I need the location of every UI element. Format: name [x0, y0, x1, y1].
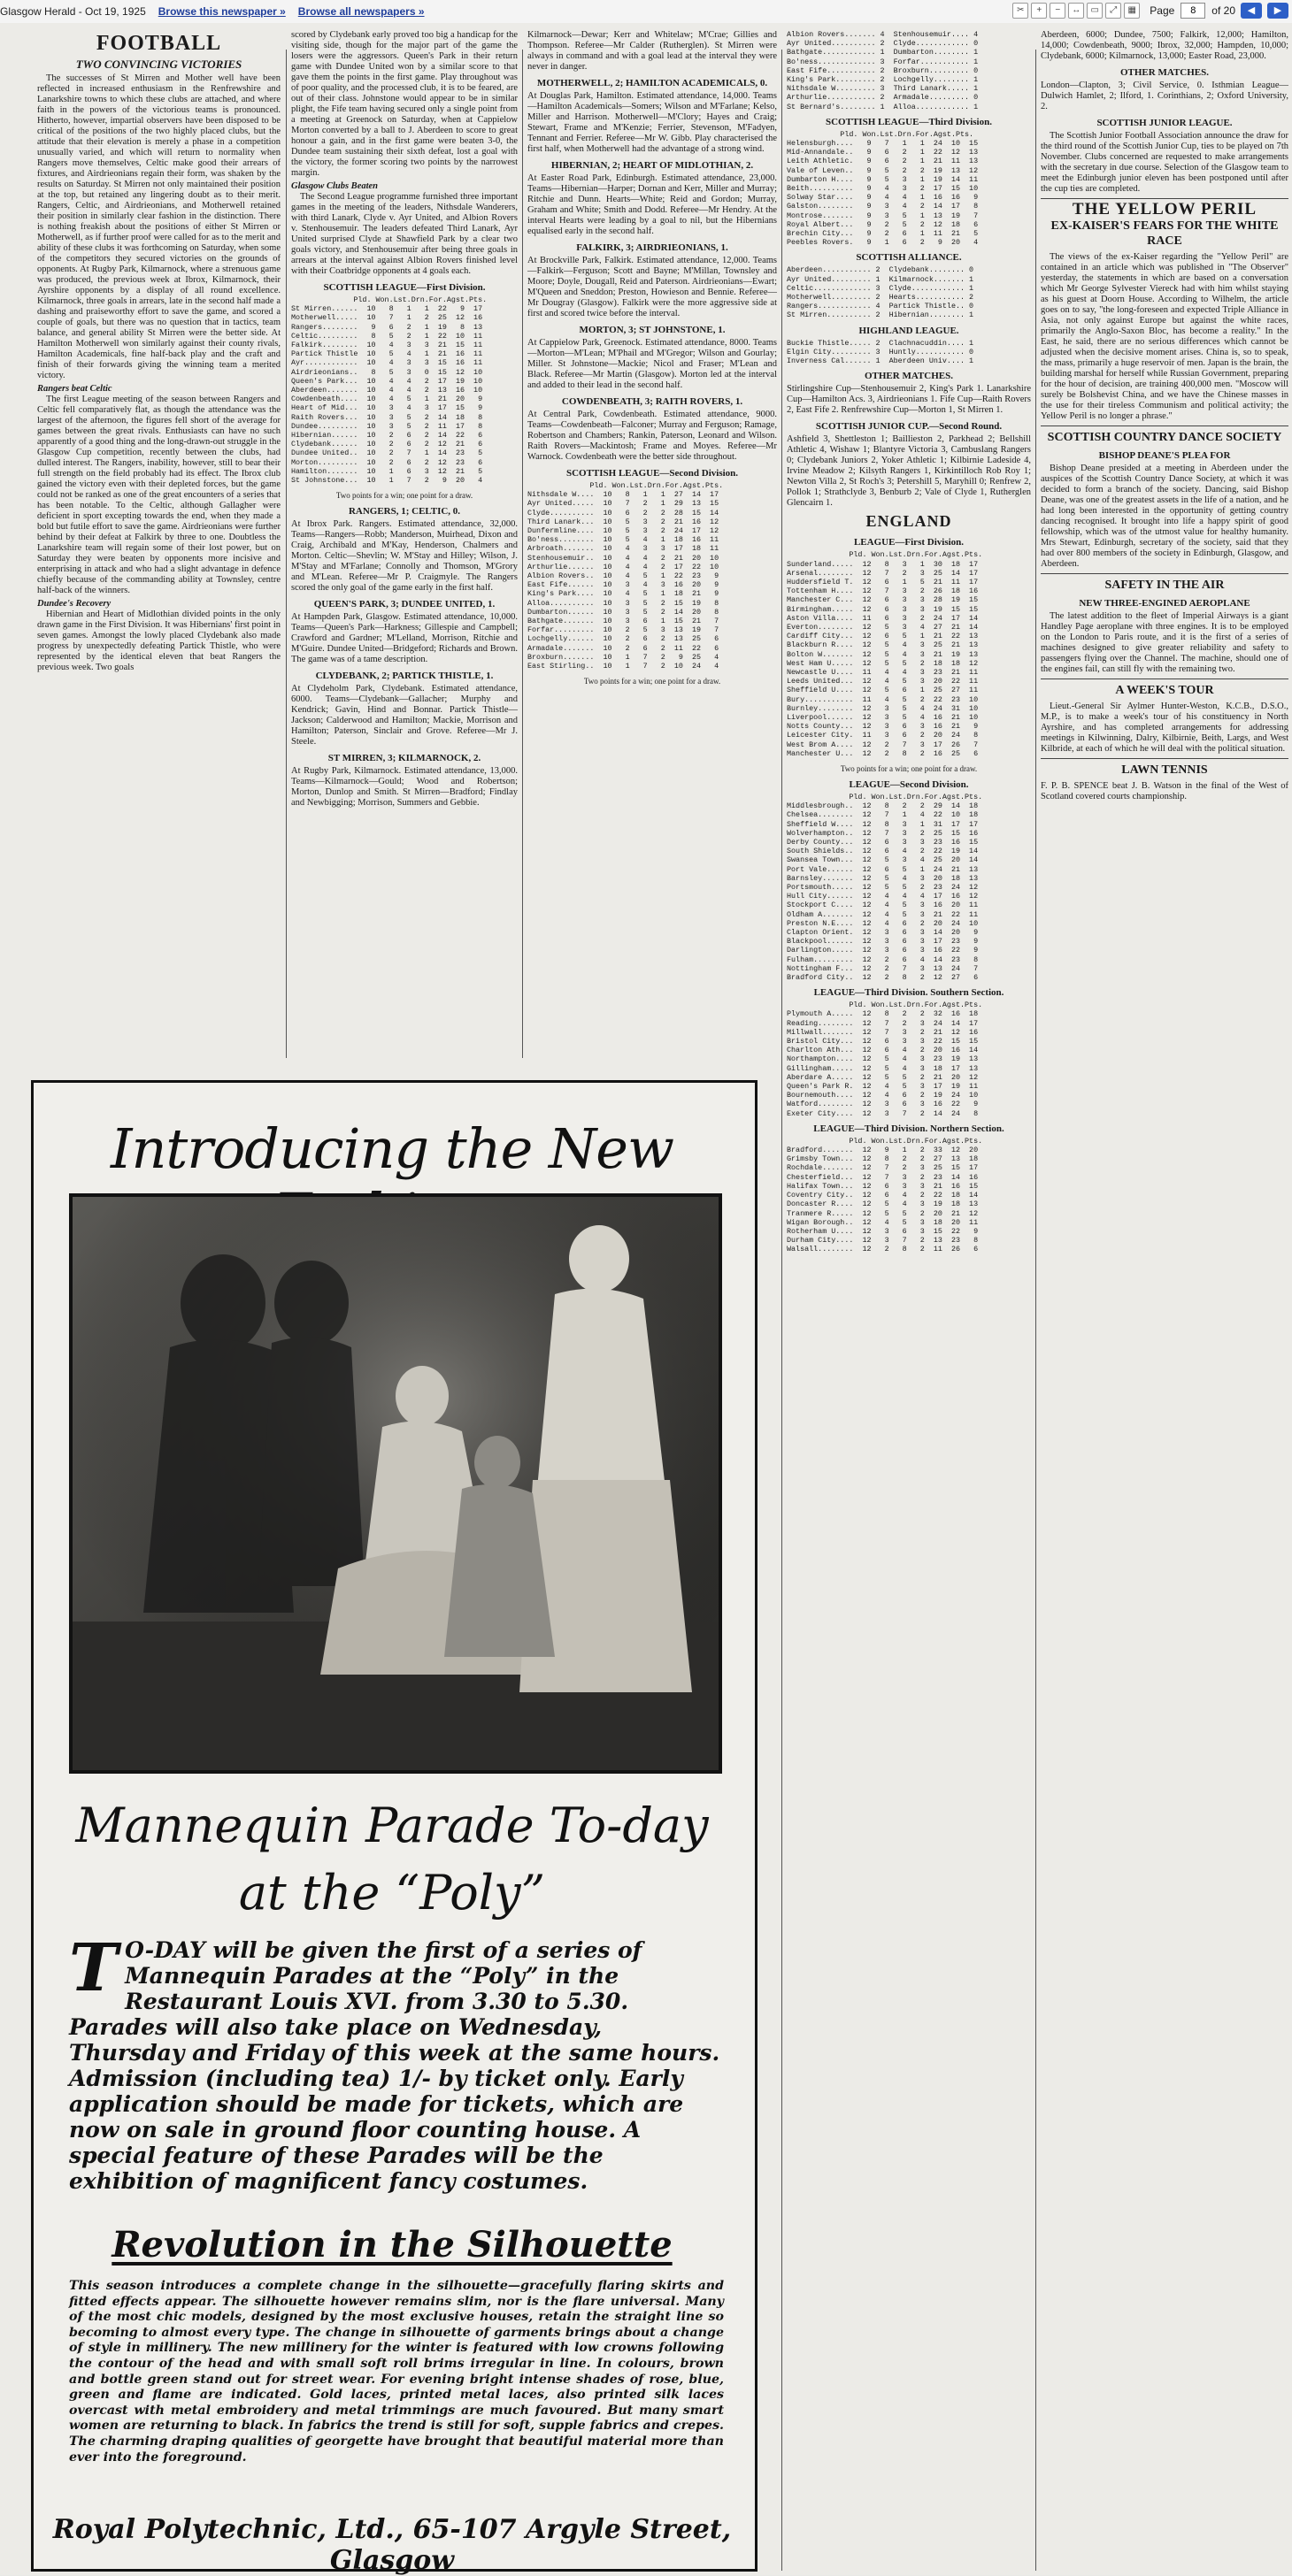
parade-location: at the “Poly”: [238, 1865, 546, 1920]
match-report: At Douglas Park, Hamilton. Estimated attendance, 14,000. Teams—Hamilton Academicals—Somers; Wilson and M'Farlane; Kelso, Miller and Harrison. Motherwell—M'Clory; Hayes and Craig; Stewart, Frame and M'Kenzie; Ferrier, Stevenson, M'Fadyen, Tennant and Ferrier. Referee—Mr W. Gibb. Play characterised the first half, when Motherwell had the advantage of a strong wind.: [527, 91, 777, 154]
divider: [1041, 678, 1288, 679]
alliance-results: Aberdeen........... 2 Clydebank........ 0 Ayr United......... 1 Kilmarnock....... 1 Celtic............. 3 Clyde............ 1 Motherwell......... 2 Hearts........... 2 Rangers............ 4 Partick Thistle.. 0 St Mirren.......... 2 Hibernian........ 1: [787, 265, 974, 320]
prev-page-button[interactable]: ◀: [1241, 3, 1262, 19]
parade-announcement: [69, 1930, 724, 2194]
next-page-button[interactable]: ▶: [1267, 3, 1288, 19]
football-subheading: TWO CONVINCING VICTORIES: [75, 58, 242, 71]
dance-society-heading: SCOTTISH COUNTRY DANCE SOCIETY: [1047, 431, 1282, 444]
table-note: Two points for a win; one point for a draw.: [583, 677, 721, 686]
divider: [1041, 573, 1288, 574]
match-heading: MOTHERWELL, 2; HAMILTON ACADEMICALS, 0.: [536, 78, 768, 88]
zoom-out-icon[interactable]: −: [1050, 3, 1065, 19]
match-heading: CLYDEBANK, 2; PARTICK THISTLE, 1.: [315, 671, 494, 682]
article-paragraph: The successes of St Mirren and Mother well have been reflected in increased enthusiasm in the Renfrewshire and Lanarkshire towns to which these clubs are attached, and where faith in the powers of the victorious teams is pronounced. Hitherto, however, impartial observers have been disposed to be critical of the positions of the two highly placed clubs, but the attitude that their elevation is merely a phase in a competition unusually varied, and which will return to normality when Rangers move themselves, Celtic make good their arrears of fixtures, and Airdrieonians regain their form, was shaken by the results on Saturday. St Mirren not only maintained their position at the top, but retained any lingering doubt as to their merit. Rangers, Celtic, and Airdrieonians, and Motherwell retained their position in similarly clear fashion in the distinction. There is nothing freakish about the positions of either St Mirren or Motherwell, as if further proof were called for as to the merit and ability of these clubs it was forthcoming on Saturday, when some of the competitors they secured victories on the grounds of opponents. At Rugby Park, Kilmarnock, where a strenuous game was produced, the previous week at Ibrox, Kilmarnock, their Ayrshire opponents by a display of all round excellence. Kilmarnock, three goals in arrears, late in the second half made a dashing and praiseworthy effort to save the game, and scored a couple of goals, but there was no question that in tactics, team balance, and general ability St Mirren were the better side. At Hamilton Motherwell won similarly against their county rivals, Hamilton Academicals, fine half-back play and the craft and finish of their forwards giving the winning team a merited victory.: [37, 73, 281, 380]
match-report: At Cappielow Park, Greenock. Estimated attendance, 8000. Teams—Morton—M'Lean; M'Phail and M'Gregor; Wilson and Gourlay; Miller. St Johnstone—Mackie; Nicol and Fraser; M'Lean and Black. Referee—Mr Martin (Glasgow). Morton led at the interval and added to their lead in the second half.: [527, 338, 777, 390]
match-heading: COWDENBEATH, 3; RAITH ROVERS, 1.: [561, 396, 743, 407]
article-paragraph: The Second League programme furnished three important games in the meeting of the leaders, Nithsdale Wanderers, with third Lanark, Clyde v. Ayr United, and Albion Rovers v. Stenhousemuir. The leaders defeated Third Lanark, Ayr United surprised Clyde at Shawfield Park by a clear two goals victory, and Stenhousemuir after being three goals in arrears at the interval against Albion Rovers finished level with their Coatbridge opponents at 4 goals each.: [291, 192, 518, 276]
match-report: At Rugby Park, Kilmarnock. Estimated attendance, 13,000. Teams—Kilmarnock—Gould; Wood and Robertson; Morton, Dunlop and Smith. St Mirren—Bradford; Findlay and Newbigging; Morrison, Summers and Gebbie.: [291, 766, 518, 809]
viewer-toolbar: [0, 0, 1292, 24]
football-column: [37, 30, 281, 1047]
week-tour-heading: A WEEK'S TOUR: [1115, 684, 1214, 697]
silhouette-heading: Revolution in the Silhouette: [112, 2224, 673, 2266]
snippet-icon[interactable]: ✂: [1012, 3, 1028, 19]
first-division-table: Pld. Won.Lst.Drn.For.Agst.Pts. St Mirren...... 10 8 1 1 22 9 17 Motherwell..... 10 7 1 2 25 12 16 Rangers........ 9 6 2 1 19 8 13 Celtic......... 8 5 2 1 22 10 11 Falkirk........ 10 4 3 3 21 15 11 Partick Thistle 10 5 4 1 21 16 11 Ayr............ 10 4 3 3 15 16 11 Airdrieonians.. 8 5 3 0 15 12 10 Queen's Park... 10 4 4 2 17 19 10 Aberdeen....... 10 4 4 2 13 16 10 Cowdenbeath.... 10 4 5 1 21 20 9 Heart of Mid... 10 3 4 3 17 15 9 Raith Rovers... 10 3 5 2 14 18 8 Dundee......... 10 3 5 2 11 17 8 Hibernian...... 10 2 6 2 14 22 6 Clydebank...... 10 2 6 2 12 21 6 Dundee United.. 10 2 7 1 14 23 5 Morton......... 10 2 6 2 12 23 6 Hamilton....... 10 1 6 3 12 21 5 St Johnstone... 10 1 7 2 9 20 4: [291, 295, 488, 486]
divider: [1041, 758, 1288, 759]
column-rule: [781, 50, 782, 2571]
fashion-photo-image: [73, 1197, 719, 1770]
match-report: At Central Park, Cowdenbeath. Estimated attendance, 9000. Teams—Cowdenbeath—Falconer; Murray and Ferguson; Ramage, Robertson and Chambers; Rankin, Paterson, Leonard and Wilson. Raith Rovers—Mackintosh; Frame and Moyes. Referee—Mr Warnock. Cowdenbeath were the better side throughout.: [527, 410, 777, 462]
newspaper-page[interactable]: [0, 23, 1292, 2575]
other-matches: London—Clapton, 3; Civil Service, 0. Isthmian League—Dulwich Hamlet, 2; Ilford, 1. Corinthians, 2; Oxford University, 2.: [1041, 80, 1288, 111]
football-column-3: [527, 30, 777, 1047]
highland-results: Buckie Thistle..... 2 Clachnacuddin.... 1 Elgin City......... 3 Huntly........... 0 Inverness Cal...... 1 Aberdeen Univ.... 1: [787, 338, 974, 366]
ad-title: Introducing the New: [110, 1116, 674, 1181]
english-first-division-table: Pld. Won.Lst.Drn.For.Agst.Pts. Sunderland..... 12 8 3 1 30 18 17 Arsenal........ 12 7 2 3 25 14 17 Huddersfield T. 12 6 1 5 21 11 17 Tottenham H.... 12 7 3 2 26 18 16 Manchester C... 12 6 3 3 28 19 15 Birmingham..... 12 6 3 3 19 15 15 Aston Villa.... 11 6 3 2 24 17 14 Everton........ 12 5 3 4 27 21 14 Cardiff City... 12 6 5 1 21 22 13 Blackburn R.... 12 5 4 3 25 21 13 Bolton W....... 12 5 4 3 21 19 13 West Ham U..... 12 5 5 2 18 18 12 Newcastle U.... 11 4 4 3 23 21 11 Leeds United... 12 4 5 3 20 22 11 Sheffield U.... 12 5 6 1 25 27 11 Bury........... 11 4 5 2 22 23 10 Burnley........ 12 3 5 4 24 31 10 Liverpool...... 12 3 5 4 16 21 10 Notts County... 12 3 6 3 16 21 9 Leicester City. 11 3 6 2 20 24 8 West Brom A.... 12 2 7 3 17 26 7 Manchester U... 12 2 8 2 16 25 6: [787, 550, 983, 758]
league-table-title: LEAGUE—First Division.: [853, 537, 965, 548]
second-division-table: Pld. Won.Lst.Drn.For.Agst.Pts. Nithsdale W.... 10 8 1 1 27 14 17 Ayr United..... 10 7 2 1 29 13 15 Clyde.......... 10 6 2 2 28 15 14 Third Lanark... 10 5 3 2 21 16 12 Dunfermline.... 10 5 3 2 24 17 12 Bo'ness........ 10 5 4 1 18 16 11 Arbroath....... 10 4 3 3 17 18 11 Stenhousemuir.. 10 4 4 2 21 20 10 Arthurlie...... 10 4 4 2 17 22 10 Albion Rovers.. 10 4 5 1 22 23 9 East Fife...... 10 3 4 3 16 20 9 King's Park.... 10 4 5 1 18 21 9 Alloa.......... 10 3 5 2 15 19 8 Dumbarton...... 10 3 5 2 14 20 8 Bathgate....... 10 3 6 1 15 21 7 Forfar......... 10 2 5 3 13 19 7 Lochgelly...... 10 2 6 2 13 25 6 Armadale....... 10 2 6 2 11 22 6 Broxburn....... 10 1 7 2 9 25 4 East Stirling.. 10 1 7 2 10 24 4: [527, 481, 724, 671]
league-table-title: LEAGUE—Third Division. Southern Section.: [813, 987, 1004, 999]
fashion-advertisement: [31, 1080, 758, 2576]
league-table-title: SCOTTISH LEAGUE—Third Division.: [826, 116, 992, 127]
article-paragraph: The first League meeting of the season between Rangers and Celtic fell comparatively flat, as though the attendance was the largest of the afternoon, the figures fell short of the average for games between the great rivals. Enthusiasts can have no such apparently of a good thing and the long-drawn-out struggle in the Glasgow Cup competition, recently between the clubs, had dulled interest. The Rangers, inability, however, still to bear their full strength on the field probably had its effect. The Ibrox club gained the victory even with their depleted forces, but the game could not be ranked as one of the great encounters of a series that has been notable. To the Celtic, although Gallagher were deficient in sport excepting towards the end, when they made a bold but futile effort to save the game. Airdrieonians were further behind by their defeat at Falkirk by three to one. Doubtless the Lanarkshire team will regain some of their lost power, but on Saturday they were beaten by opponents more incisive and enterprising in attack and who had a slight advantage in defence chiefly because of the commanding ability at Townsley, centre half-back of the winners.: [37, 395, 281, 595]
fit-width-icon[interactable]: ↔: [1068, 3, 1084, 19]
match-report: At Ibrox Park. Rangers. Estimated attendance, 32,000. Teams—Rangers—Robb; Manderson, Muirhead, Dixon and Craig, Archibald and M'Kay, Henderson, Chalmers and Morton. Celtic—Shevlin; W. M'Stay and Hilley; Wilson, J. M'Stay and M'Farlane; Connolly and Thomson, M'Grory and M'Lean. Referee—Mr P. Craigmyle. The Rangers scored the only goal of the game early in the first half.: [291, 519, 518, 594]
news-column: [1041, 30, 1288, 2551]
match-heading: QUEEN'S PARK, 3; DUNDEE UNITED, 1.: [313, 599, 496, 610]
league-table-title: HIGHLAND LEAGUE.: [858, 325, 959, 336]
junior-cup-results: Ashfield 3, Shettleston 1; Baillieston 2, Parkhead 2; Bellshill Athletic 4, Wishaw 1; Blantyre Victoria 3, Cambuslang Rangers 0; Clydebank Juniors 2, Yoker Athletic 1; Kilbirnie Ladeside 4, Irvine Meadow 2; Kilsyth Rangers 1, Kirkintilloch Rob Roy 1; Newton Villa 2, St Roch's 3; Petershill 5, Maryhill 0; Renfrew 2, Pollok 1; Strathclyde 3, Benburb 2; Vale of Clyde 1, Rutherglen Glencairn 1.: [787, 434, 1031, 509]
drop-cap: T: [69, 1930, 119, 2006]
article-paragraph: F. P. B. SPENCE beat J. B. Watson in the final of the West of Scotland covered courts championship.: [1041, 781, 1288, 801]
football-heading: FOOTBALL: [96, 32, 222, 55]
article-paragraph: scored by Clydebank early proved too big a handicap for the visiting side, though for the major part of the game the losers were the aggressors. Queen's Park in their return game with Dundee United won by a similar score to that gave them the points in the first game. Play throughout was of poor quality, and the processed club, it is to be feared, are out of their class. Johnstone would appear to be in similar plight, the Fife team having secured only a single point from a meeting at Greenock on Saturday, when at Cappielow Morton converted by a ball to J. Aberdeen to score to great honour a gain, and in the first game were beaten 3-0, the Dundee team sustaining their sixth defeat, lost a goal with the victory, the former scoring two points by the narrowest margin.: [291, 30, 518, 178]
english-second-division-table: Pld. Won.Lst.Drn.For.Agst.Pts. Middlesbrough.. 12 8 2 2 29 14 18 Chelsea........ 12 7 1 4 22 10 18 Sheffield W.... 12 8 3 1 31 17 17 Wolverhampton.. 12 7 3 2 25 15 16 Derby County... 12 6 3 3 23 16 15 South Shields.. 12 6 4 2 22 19 14 Swansea Town... 12 5 3 4 25 20 14 Port Vale...... 12 6 5 1 24 21 13 Barnsley....... 12 5 4 3 20 18 13 Portsmouth..... 12 5 5 2 23 24 12 Hull City...... 12 4 4 4 17 16 12 Stockport C.... 12 4 5 3 16 20 11 Oldham A....... 12 4 5 3 21 22 11 Preston N.E.... 12 4 6 2 20 24 10 Clapton Orient. 12 3 6 3 14 20 9 Blackpool...... 12 3 6 3 17 23 9 Darlington..... 12 3 6 3 16 22 9 Fulham......... 12 2 6 4 14 23 8 Nottingham F... 12 2 7 3 13 24 7 Bradford City.. 12 2 8 2 12 27 6: [787, 792, 983, 983]
browse-all-link[interactable]: Browse all newspapers »: [297, 5, 425, 18]
section-heading: OTHER MATCHES.: [864, 371, 954, 382]
page-total: of 20: [1211, 4, 1235, 17]
section-heading: Glasgow Clubs Beaten: [291, 181, 379, 191]
fashion-photograph: [69, 1193, 722, 1774]
section-heading: OTHER MATCHES.: [1119, 67, 1210, 78]
silhouette-copy: This season introduces a complete change in the silhouette—gracefully flaring skirts and fitted effects appear. The silhouette however remains slim, nor is the flare universal. Many of the most chic models, designed by the most exclusive houses, retain the straight line so becoming to almost every type. The change in silhouette of garments brings about a change of style in millinery. The new millinery for the winter is featured with low crowns following the contour of the head and with small soft roll brims irregular in line. In colours, brown and bottle green stand out for street wear. For evening bright intense shades of rose, blue, green and flame are indicated. Gold laces, printed metal laces, also printed silk laces overcast with metal embroidery and metal trimmings are much favoured. But many smart women are returning to black. In fabrics the trend is still for soft, supple fabrics and crepes. The charming draping qualities of georgette have brought that beautiful material more than ever into the foreground.: [69, 2279, 724, 2465]
match-report: Kilmarnock—Dewar; Kerr and Whitelaw; M'Crae; Gillies and Thompson. Referee—Mr Calder (Rutherglen). St Mirren were always in command and with a goal lead at the interval they were never in danger.: [527, 30, 777, 72]
safety-heading: SAFETY IN THE AIR: [1104, 579, 1225, 592]
league-table-title: SCOTTISH ALLIANCE.: [856, 252, 962, 264]
section-heading: Rangers beat Celtic: [37, 384, 112, 394]
safety-subheading: NEW THREE-ENGINED AEROPLANE: [1079, 598, 1250, 609]
other-matches: Stirlingshire Cup—Stenhousemuir 2, King's Park 1. Lanarkshire Cup—Hamilton Acs. 3, Airdrieonians 1. Fife Cup—Raith Rovers 2, East Fife 2. Renfrewshire Cup—Morton 1, St Mirren 1.: [787, 384, 1031, 416]
article-paragraph: The latest addition to the fleet of Imperial Airways is a giant Handley Page aeroplane with three engines. It is to be employed on the London to Paris route, and it is the first of a series of machines designed to give greater reliability and safety to passengers flying over the Channel. The machine, should one of the engines fail, can still fly with the remaining two.: [1041, 611, 1288, 674]
match-heading: RANGERS, 1; CELTIC, 0.: [348, 506, 461, 518]
fit-page-icon[interactable]: ▭: [1087, 3, 1103, 19]
browse-newspaper-link[interactable]: Browse this newspaper »: [158, 5, 286, 18]
third-division-south-table: Pld. Won.Lst.Drn.For.Agst.Pts. Plymouth A..... 12 8 2 2 32 16 18 Reading........ 12 7 2 3 24 14 17 Millwall....... 12 7 3 2 21 12 16 Bristol City... 12 6 3 3 22 15 15 Charlton Ath... 12 6 4 2 20 16 14 Northampton.... 12 5 4 3 23 19 13 Gillingham..... 12 5 4 3 18 17 13 Aberdare A..... 12 5 5 2 21 20 12 Queen's Park R. 12 4 5 3 17 19 11 Bournemouth.... 12 4 6 2 19 24 10 Watford........ 12 3 6 3 16 22 9 Exeter City.... 12 3 7 2 14 24 8: [787, 1000, 983, 1118]
article-paragraph: Hibernian and Heart of Midlothian divided points in the only drawn game in the First Division. It was Hibernians' first point in seven games. Amongst the lowly placed Clydebank also made progress by unexpectedly defeating Partick Thistle, who were represented by the identical eleven that beat Rangers the previous week. Two goals: [37, 610, 281, 672]
newspaper-title: Glasgow Herald - Oct 19, 1925: [0, 5, 146, 18]
section-heading: Dundee's Recovery: [37, 599, 112, 609]
column-rule: [286, 50, 287, 1058]
results-list: Albion Rovers....... 4 Stenhousemuir.... 4 Ayr United.......... 2 Clyde............ 0 Bathgate............ 1 Dumbarton........ 1 Bo'ness............. 3 Forfar........... 1 East Fife........... 2 Broxburn......... 0 King's Park......... 2 Lochgelly........ 1 Nithsdale W......... 3 Third Lanark..... 1 Arthurlie........... 2 Armadale......... 0 St Bernard's........ 1 Alloa............ 1: [787, 30, 979, 111]
match-heading: HIBERNIAN, 2; HEART OF MIDLOTHIAN, 2.: [550, 160, 754, 171]
parade-heading: Mannequin Parade To-day: [75, 1798, 709, 1853]
viewer-tools: [1012, 3, 1288, 19]
zoom-in-icon[interactable]: +: [1031, 3, 1047, 19]
league-table-title: SCOTTISH LEAGUE—Second Division.: [565, 468, 739, 479]
page-label: Page: [1150, 4, 1175, 17]
table-note: Two points for a win; one point for a draw.: [335, 491, 473, 501]
grid-icon[interactable]: ▦: [1124, 3, 1140, 19]
england-heading: ENGLAND: [865, 512, 952, 531]
third-division-north-table: Pld. Won.Lst.Drn.For.Agst.Pts. Bradford....... 12 9 1 2 33 12 20 Grimsby Town... 12 8 2 2 27 13 18 Rochdale....... 12 7 2 3 25 15 17 Chesterfield... 12 7 3 2 23 14 16 Halifax Town... 12 6 3 3 21 16 15 Coventry City.. 12 6 4 2 22 18 14 Doncaster R.... 12 5 4 3 19 18 13 Tranmere R..... 12 5 5 2 20 21 12 Wigan Borough.. 12 4 5 3 18 20 11 Rotherham U.... 12 3 6 3 15 22 9 Durham City.... 12 3 7 2 13 23 8 Walsall........ 12 2 8 2 11 26 6: [787, 1136, 983, 1254]
advertiser-signature: Royal Polytechnic, Ltd., 65-107 Argyle Street, Glasgow: [52, 2514, 732, 2576]
match-heading: MORTON, 3; ST JOHNSTONE, 1.: [579, 325, 726, 335]
dance-society-subheading: BISHOP DEANE'S PLEA FOR: [1098, 450, 1231, 461]
match-report: At Easter Road Park, Edinburgh. Estimated attendance, 23,000. Teams—Hibernian—Harper; Dornan and Kerr, Miller and Murray; Ritchie and Dunn. Hearts—White; Reid and Gordon; Murray, Graham and White; Smith and Dodd. Referee—Mr Hendry. At the interval Hearts were leading by a goal to nil, but the Hibernians equalised early in the second half.: [527, 173, 777, 236]
article-paragraph: Lieut.-General Sir Aylmer Hunter-Weston, K.C.B., D.S.O., M.P., is to make a week's tour of his constituency in North Ayrshire, and has completed arrangements for addressing meetings in Kilwinning, Dalry, Kilbirnie, Beith, Largs, and West Kilbride, at each of which he will deal with the political situation.: [1041, 702, 1288, 754]
match-report: At Brockville Park, Falkirk. Estimated attendance, 12,000. Teams—Falkirk—Ferguson; Scott and Bayne; M'Millan, Townsley and Moore; Doyle, Dougall, Reid and Paterson. Airdrieonians—Ewart; M'Queen and Sneddon; Preston, Howieson and Bennie. Referee—Mr Dougray (Glasgow). Falkirk were the more aggressive side at first and scored twice before the interval.: [527, 256, 777, 318]
column-rule: [1035, 50, 1036, 2571]
table-note: Two points for a win; one point for a draw.: [840, 763, 978, 773]
article-paragraph: The views of the ex-Kaiser regarding the "Yellow Peril" are contained in an article which was published in "The Observer" yesterday, the statements in which are based on a conversation which Mr George Sylvester Viereck had with him whilst staying as his guest at Doorn House. According to Wilhelm, the article goes on to say, "the long-foreseen and expected Triple Alliance in Asia, not only against Europe but against the white races, primarily the Anglo-Saxon Bloc, has become a reality." In the East, he said, there are no serious differences which cannot be adjusted when the decisive moment arises. China is, so to speak, the mass, primarily a huge reservoir of men. Japan is the brain, the building marshal for herself while Russian Government, preparing for the hour of decision, are training 400,000 men. "Moscow will surely be Bolshevist China, and we have the Chinese masses in the use for their tireless Communism and political activity; the Yellow Peril is no longer a phrase.": [1041, 252, 1288, 421]
league-table-title: LEAGUE—Second Division.: [849, 778, 969, 790]
column-rule: [522, 50, 523, 1058]
divider: [1041, 198, 1288, 199]
results-column: [787, 30, 1031, 2551]
football-column-2: [291, 30, 518, 1047]
league-table-title: LEAGUE—Third Division. Northern Section.: [813, 1123, 1004, 1134]
attendance-list: Aberdeen, 6000; Dundee, 7500; Falkirk, 12,000; Hamilton, 14,000; Cowdenbeath, 9000; Ibrox, 32,000; Hampden, 10,000; Clydebank, 6000; Kilmarnock, 13,000; Easter Road, 23,000.: [1041, 30, 1288, 61]
page-number-input[interactable]: [1180, 3, 1205, 19]
article-paragraph: Bishop Deane presided at a meeting in Aberdeen under the auspices of the Scottish Country Dance Society, at which it was decided to form a branch of the society. Dancing, said Bishop Deane, was one of the greatest assets in the life of a nation, and he had long been interested in the opportunity of getting country dancing recognised. It brought into life a happy spirit of good fellowship, which was of the utmost value for healthy humanity. Mrs Stewart, Edinburgh, secretary of the society, said that they had over 800 members of the society in Edinburgh, Glasgow, and Aberdeen.: [1041, 464, 1288, 569]
league-table-title: SCOTTISH LEAGUE—First Division.: [323, 282, 486, 293]
match-heading: ST MIRREN, 3; KILMARNOCK, 2.: [327, 753, 481, 764]
fullscreen-icon[interactable]: ⤢: [1105, 3, 1121, 19]
lawn-tennis-heading: LAWN TENNIS: [1121, 763, 1208, 777]
match-report: At Hampden Park, Glasgow. Estimated attendance, 10,000. Teams—Queen's Park—Harkness; Gillespie and Campbell; Crawford and Gardner; M'Lelland, Morrison, Ritchie and M'Guire. Dundee United—Bridgeford; Richards and Brown. The game was of a tame description.: [291, 612, 518, 665]
yellow-peril-heading: THE YELLOW PERIL: [1072, 200, 1257, 218]
junior-league-report: The Scottish Junior Football Association announce the draw for the third round of the Scottish Junior Cup, ties to be played on 7th November. Clubs concerned are requested to make arrangements with the secretary in due course. Selection of the Glasgow team to meet the Edinburgh junior eleven has been postponed until after the cup ties are completed.: [1041, 131, 1288, 194]
match-report: At Clydeholm Park, Clydebank. Estimated attendance, 6000. Teams—Clydebank—Gallacher; Murphy and Kendrick; Gavin, Hind and Bonnar. Partick Thistle—Jackson; Calderwood and Hamilton; Mackie, Morrison and Hamilton; Paterson, Sinclair and Grove. Referee—Mr J. Steele.: [291, 684, 518, 748]
section-heading: SCOTTISH JUNIOR LEAGUE.: [1096, 118, 1233, 128]
third-division-table: Pld. Won.Lst.Drn.For.Agst.Pts. Helensburgh.... 9 7 1 1 24 10 15 Mid-Annandale.. 9 6 2 1 22 12 13 Leith Athletic. 9 6 2 1 21 11 13 Vale of Leven.. 9 5 2 2 19 13 12 Dumbarton H.... 9 5 3 1 19 14 11 Beith.......... 9 4 3 2 17 15 10 Solway Star.... 9 4 4 1 16 16 9 Galston........ 9 3 4 2 14 17 8 Montrose....... 9 3 5 1 13 19 7 Royal Albert... 9 2 5 2 12 18 6 Brechin City... 9 2 6 1 11 21 5 Peebles Rovers. 9 1 6 2 9 20 4: [787, 129, 979, 248]
section-heading: SCOTTISH JUNIOR CUP.—Second Round.: [815, 421, 1003, 433]
parade-announcement-text: O-DAY will be given the first of a series of Mannequin Parades at the “Poly” in the Restaurant Louis XVI. from 3.30 to 5.30. Parades will also take place on Wednesday, Thursday and Friday of this week at the same hours. Admission (including tea) 1/- by ticket only. Early application should be made for tickets, which are now on sale in ground floor counting house. A special feature of these Parades will be the exhibition of magnificent fancy costumes.: [69, 1937, 720, 2194]
yellow-peril-subheading: EX-KAISER'S FEARS FOR THE WHITE RACE: [1050, 219, 1279, 248]
match-heading: FALKIRK, 3; AIRDRIEONIANS, 1.: [576, 242, 728, 253]
